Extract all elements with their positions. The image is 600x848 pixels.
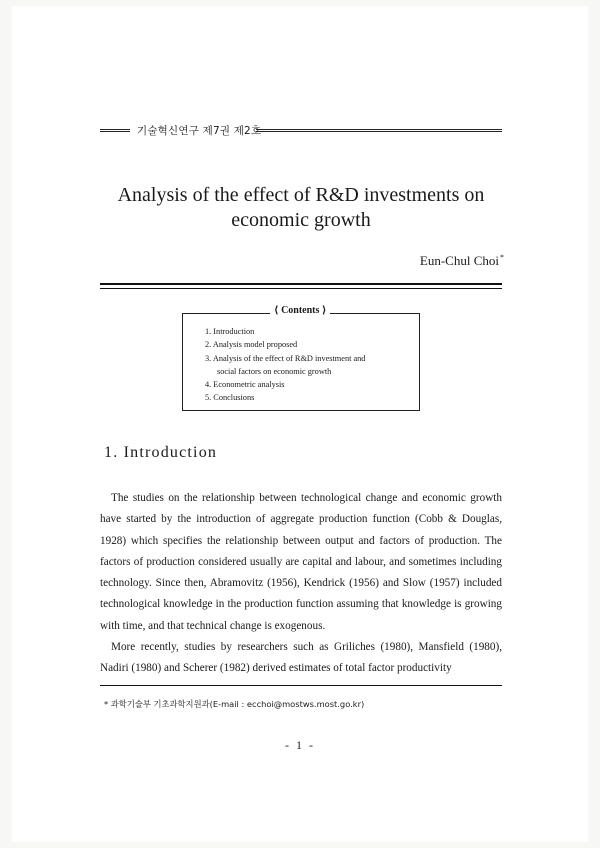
contents-item: 4. Econometric analysis bbox=[205, 380, 285, 390]
contents-item: 3. Analysis of the effect of R&D investment and bbox=[205, 353, 366, 363]
contents-item: 2. Analysis model proposed bbox=[205, 340, 298, 350]
author-footnote-marker: * bbox=[500, 253, 504, 262]
author-name: Eun-Chul Choi bbox=[419, 253, 499, 268]
contents-list bbox=[205, 325, 415, 405]
contents-item-continuation: social factors on economic growth bbox=[217, 366, 332, 376]
body-text bbox=[100, 488, 502, 680]
title-rule-thin bbox=[100, 288, 502, 289]
body-paragraph: More recently, studies by researchers such as Griliches (1980), Mansfield (1980), Nadiri (1980) and Scherer (1982) derived estimates of total factor productivity bbox=[100, 641, 502, 675]
page-number: - 1 - bbox=[285, 738, 315, 752]
header-rule-left bbox=[100, 129, 130, 132]
footnote: * 과학기술부 기초과학지원과(E-mail : ecchoi@mostws.most.go.kr) bbox=[104, 699, 365, 709]
paper-title: Analysis of the effect of R&D investments on economic growth bbox=[117, 184, 485, 231]
body-paragraph: The studies on the relationship between technological change and economic growth have started by the introduction of aggregate production function (Cobb & Douglas, 1928) which specifies the relationship between output and factors of production. The factors of production considered usually are capital and labour, and sometimes including technology. Since then, Abramovitz (1956), Kendrick (1956) and Slow (1957) included technological knowledge in the production function assuming that knowledge is growing with time, and that technical change is exogenous. bbox=[100, 492, 502, 632]
title-rule-thick bbox=[100, 283, 502, 285]
journal-header: 기술혁신연구 제7권 제2호 bbox=[137, 125, 262, 137]
contents-item: 1. Introduction bbox=[205, 327, 255, 336]
section-heading: 1. Introduction bbox=[104, 444, 218, 461]
contents-item: 5. Conclusions bbox=[205, 393, 255, 403]
header-rule-right bbox=[256, 129, 502, 132]
footnote-rule bbox=[100, 685, 502, 686]
contents-title: ⟨ Contents ⟩ bbox=[270, 305, 330, 316]
author-line bbox=[420, 253, 504, 269]
